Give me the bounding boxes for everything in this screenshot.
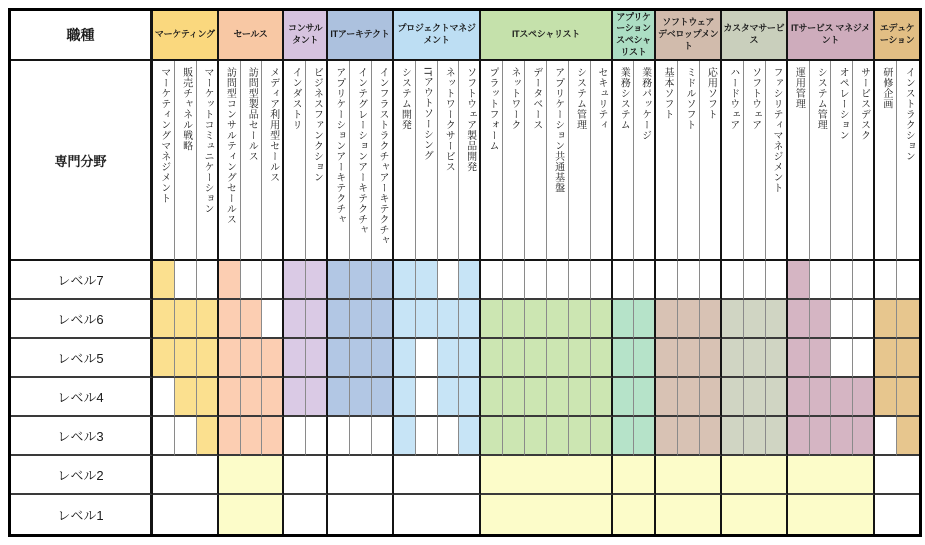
level-cell (262, 378, 284, 417)
level-cell (678, 417, 700, 456)
level-cell (219, 417, 241, 456)
level-cell (591, 300, 613, 339)
specialty-label: サービスデスク (858, 67, 870, 141)
specialty-label: システム管理 (815, 67, 827, 130)
level-label-6: レベル6 (11, 300, 153, 339)
level-cell (634, 261, 656, 300)
specialty-cell (875, 61, 897, 261)
level-cell (744, 339, 766, 378)
level-label-1: レベル1 (11, 495, 153, 534)
level-cell (722, 378, 744, 417)
level-cell (350, 261, 372, 300)
level-cell (634, 378, 656, 417)
level-cell (678, 300, 700, 339)
specialty-label: 基本ソフト (662, 67, 674, 120)
level-cell (875, 261, 897, 300)
level-cell (262, 261, 284, 300)
level-cell (569, 378, 591, 417)
group-header: ソフトウェア デベロップメント (656, 11, 722, 61)
level-cell (766, 339, 788, 378)
level-label-5: レベル5 (11, 339, 153, 378)
level-cell (175, 339, 197, 378)
specialty-cell (153, 61, 175, 261)
specialty-cell (459, 61, 481, 261)
level-cell (897, 261, 919, 300)
level-cell (700, 339, 722, 378)
level-cell (284, 378, 306, 417)
level-cell (853, 261, 875, 300)
level-cell (438, 300, 460, 339)
level-cell (219, 378, 241, 417)
level-cell (241, 261, 263, 300)
level-cell (810, 300, 832, 339)
level-cell (591, 417, 613, 456)
level-cell (766, 417, 788, 456)
level-cell (656, 417, 678, 456)
level-cell (897, 417, 919, 456)
level-cell (350, 417, 372, 456)
level-cell (175, 261, 197, 300)
level-cell (438, 417, 460, 456)
level-cell (284, 261, 306, 300)
level-cell (831, 261, 853, 300)
level-cell (328, 300, 350, 339)
specialty-label: オペレーション (837, 67, 849, 141)
entry-level-cell (394, 495, 482, 534)
level-cell (284, 339, 306, 378)
specialty-label: 業務パッケージ (639, 67, 651, 141)
specialty-cell (766, 61, 788, 261)
level-cell (241, 300, 263, 339)
level-cell (722, 417, 744, 456)
level-cell (678, 261, 700, 300)
specialty-label: インストラクション (903, 67, 915, 162)
level-cell (197, 378, 219, 417)
specialty-cell (219, 61, 241, 261)
level-cell (284, 417, 306, 456)
specialty-label: システム管理 (574, 67, 586, 130)
level-cell (831, 300, 853, 339)
specialty-cell (284, 61, 306, 261)
level-cell (591, 339, 613, 378)
level-cell (481, 339, 503, 378)
level-cell (241, 378, 263, 417)
level-cell (219, 261, 241, 300)
level-cell (547, 261, 569, 300)
level-cell (328, 417, 350, 456)
specialty-label: ネットワークサービス (443, 67, 455, 172)
specialty-label: 応用ソフト (705, 67, 717, 120)
level-cell (788, 261, 810, 300)
level-cell (634, 339, 656, 378)
level-cell (328, 378, 350, 417)
level-cell (284, 300, 306, 339)
level-cell (525, 378, 547, 417)
level-cell (481, 378, 503, 417)
entry-level-cell (394, 456, 482, 495)
specialty-cell (613, 61, 635, 261)
level-cell (153, 300, 175, 339)
level-cell (810, 339, 832, 378)
specialty-label: マーケティングマネジメント (158, 67, 170, 204)
specialty-cell (788, 61, 810, 261)
level-cell (722, 261, 744, 300)
level-cell (459, 339, 481, 378)
level-cell (722, 339, 744, 378)
level-cell (656, 300, 678, 339)
specialty-label: システム開発 (399, 67, 411, 130)
specialty-cell (416, 61, 438, 261)
specialty-label: ネットワーク (508, 67, 520, 130)
level-cell (700, 300, 722, 339)
specialty-cell (306, 61, 328, 261)
level-label-2: レベル2 (11, 456, 153, 495)
specialty-cell (503, 61, 525, 261)
level-cell (459, 300, 481, 339)
level-cell (241, 417, 263, 456)
specialty-label: 訪問型コンサルティングセールス (224, 67, 236, 225)
entry-level-cell (875, 456, 919, 495)
level-cell (569, 300, 591, 339)
level-cell (744, 261, 766, 300)
level-cell (788, 378, 810, 417)
level-label-3: レベル3 (11, 417, 153, 456)
entry-level-cell (481, 495, 612, 534)
level-cell (262, 300, 284, 339)
specialty-label: セキュリティ (595, 67, 607, 130)
specialty-cell (853, 61, 875, 261)
level-cell (416, 300, 438, 339)
level-cell (766, 378, 788, 417)
specialty-label: ビジネスファンクション (311, 67, 323, 183)
level-cell (328, 339, 350, 378)
level-cell (547, 378, 569, 417)
level-cell (394, 300, 416, 339)
specialty-label: インテグレーションアーキテクチャ (355, 67, 367, 235)
specialty-cell (328, 61, 350, 261)
entry-level-cell (219, 495, 285, 534)
level-cell (810, 378, 832, 417)
specialty-cell (547, 61, 569, 261)
level-cell (810, 261, 832, 300)
level-cell (503, 378, 525, 417)
level-cell (328, 261, 350, 300)
specialty-cell (591, 61, 613, 261)
level-cell (175, 300, 197, 339)
entry-level-cell (481, 456, 612, 495)
level-cell (591, 378, 613, 417)
level-cell (306, 300, 328, 339)
entry-level-cell (875, 495, 919, 534)
level-cell (569, 339, 591, 378)
level-cell (503, 300, 525, 339)
level-cell (197, 261, 219, 300)
level-cell (722, 300, 744, 339)
level-cell (656, 378, 678, 417)
level-cell (613, 261, 635, 300)
entry-level-cell (656, 495, 722, 534)
specialty-cell (897, 61, 919, 261)
specialty-label: ミドルソフト (683, 67, 695, 130)
specialty-cell (722, 61, 744, 261)
level-cell (744, 378, 766, 417)
specialty-label: アプリケーションアーキテクチャ (333, 67, 345, 225)
level-cell (788, 417, 810, 456)
specialty-cell (350, 61, 372, 261)
specialty-cell (372, 61, 394, 261)
level-cell (416, 378, 438, 417)
entry-level-cell (722, 456, 788, 495)
level-cell (744, 417, 766, 456)
level-cell (613, 300, 635, 339)
level-cell (634, 300, 656, 339)
level-cell (372, 339, 394, 378)
level-cell (350, 339, 372, 378)
level-cell (831, 417, 853, 456)
level-cell (766, 300, 788, 339)
level-cell (525, 300, 547, 339)
level-cell (481, 417, 503, 456)
specialty-cell (634, 61, 656, 261)
level-cell (503, 417, 525, 456)
level-cell (875, 339, 897, 378)
specialty-label: データベース (530, 67, 542, 130)
entry-level-cell (788, 456, 876, 495)
specialty-cell (700, 61, 722, 261)
career-framework-matrix (8, 8, 922, 537)
level-cell (875, 300, 897, 339)
specialty-cell (197, 61, 219, 261)
level-cell (613, 378, 635, 417)
entry-level-cell (613, 495, 657, 534)
level-cell (394, 417, 416, 456)
level-cell (306, 261, 328, 300)
level-cell (656, 339, 678, 378)
level-cell (372, 417, 394, 456)
level-cell (394, 339, 416, 378)
level-cell (438, 378, 460, 417)
group-header: プロジェクトマネジメント (394, 11, 482, 61)
specialty-cell (481, 61, 503, 261)
group-header: カスタマサービス (722, 11, 788, 61)
entry-level-cell (328, 456, 394, 495)
level-cell (197, 339, 219, 378)
entry-level-cell (656, 456, 722, 495)
level-cell (459, 261, 481, 300)
specialty-label: 販売チャネル戦略 (180, 67, 192, 151)
level-cell (700, 378, 722, 417)
level-cell (853, 378, 875, 417)
level-label-7: レベル7 (11, 261, 153, 300)
group-header: エデュケーション (875, 11, 919, 61)
level-cell (438, 339, 460, 378)
level-cell (394, 378, 416, 417)
specialty-label: 業務システム (618, 67, 630, 130)
level-cell (897, 339, 919, 378)
level-cell (197, 300, 219, 339)
level-cell (656, 261, 678, 300)
specialty-label: 研修企画 (880, 67, 892, 109)
entry-level-cell (613, 456, 657, 495)
group-header: コンサルタント (284, 11, 328, 61)
specialty-label: ソフトウェア (749, 67, 761, 130)
job-type-header: 職種 (11, 11, 153, 61)
level-cell (372, 378, 394, 417)
level-cell (700, 261, 722, 300)
level-cell (547, 339, 569, 378)
level-cell (153, 378, 175, 417)
level-cell (416, 417, 438, 456)
level-cell (459, 417, 481, 456)
level-cell (831, 339, 853, 378)
level-cell (503, 261, 525, 300)
level-cell (219, 339, 241, 378)
specialty-cell (810, 61, 832, 261)
level-cell (766, 261, 788, 300)
specialty-cell (525, 61, 547, 261)
level-cell (700, 417, 722, 456)
level-cell (219, 300, 241, 339)
level-cell (788, 339, 810, 378)
level-cell (197, 417, 219, 456)
level-cell (175, 417, 197, 456)
group-header: セールス (219, 11, 285, 61)
level-cell (547, 300, 569, 339)
level-cell (153, 261, 175, 300)
level-cell (897, 300, 919, 339)
level-cell (897, 378, 919, 417)
level-cell (525, 417, 547, 456)
level-cell (153, 339, 175, 378)
specialty-cell (569, 61, 591, 261)
specialty-cell (394, 61, 416, 261)
level-cell (438, 261, 460, 300)
specialty-cell (262, 61, 284, 261)
level-cell (613, 339, 635, 378)
level-cell (306, 378, 328, 417)
entry-level-cell (153, 495, 219, 534)
level-cell (591, 261, 613, 300)
specialty-label: インフラストラクチャアーキテクチャ (377, 67, 389, 246)
level-cell (569, 417, 591, 456)
specialty-cell (241, 61, 263, 261)
level-cell (459, 378, 481, 417)
level-cell (372, 261, 394, 300)
specialty-label: 訪問型製品セールス (246, 67, 258, 162)
group-header: アプリケーションスペシャリスト (613, 11, 657, 61)
level-cell (525, 339, 547, 378)
level-cell (678, 339, 700, 378)
entry-level-cell (219, 456, 285, 495)
level-cell (350, 300, 372, 339)
level-cell (153, 417, 175, 456)
level-cell (372, 300, 394, 339)
level-cell (831, 378, 853, 417)
specialty-label: プラットフォーム (486, 67, 498, 151)
level-cell (503, 339, 525, 378)
level-cell (853, 339, 875, 378)
entry-level-cell (788, 495, 876, 534)
level-cell (481, 300, 503, 339)
level-cell (788, 300, 810, 339)
level-cell (175, 378, 197, 417)
specialty-cell (678, 61, 700, 261)
specialty-label: マーケットコミュニケーション (201, 67, 213, 214)
group-header: ITスペシャリスト (481, 11, 612, 61)
level-cell (306, 417, 328, 456)
level-cell (547, 417, 569, 456)
level-cell (262, 339, 284, 378)
specialty-label: ソフトウェア製品開発 (464, 67, 476, 172)
specialty-label: アプリケーション共通基盤 (552, 67, 564, 193)
specialty-label: ファシリティマネジメント (770, 67, 782, 193)
level-cell (394, 261, 416, 300)
level-label-4: レベル4 (11, 378, 153, 417)
specialty-cell (744, 61, 766, 261)
entry-level-cell (284, 495, 328, 534)
level-cell (634, 417, 656, 456)
level-cell (350, 378, 372, 417)
level-cell (875, 417, 897, 456)
specialty-cell (656, 61, 678, 261)
group-header: ITアーキテクト (328, 11, 394, 61)
entry-level-cell (722, 495, 788, 534)
group-header: マーケティング (153, 11, 219, 61)
level-cell (525, 261, 547, 300)
specialty-label: インダストリ (290, 67, 301, 130)
level-cell (810, 417, 832, 456)
specialty-label: 運用管理 (793, 67, 805, 109)
specialty-cell (831, 61, 853, 261)
level-cell (306, 339, 328, 378)
level-cell (678, 378, 700, 417)
level-cell (853, 300, 875, 339)
specialty-cell (438, 61, 460, 261)
specialty-label: ハードウェア (727, 67, 739, 130)
level-cell (241, 339, 263, 378)
specialty-header: 専門分野 (11, 61, 153, 261)
group-header: ITサービス マネジメント (788, 11, 876, 61)
entry-level-cell (328, 495, 394, 534)
entry-level-cell (284, 456, 328, 495)
level-cell (481, 261, 503, 300)
entry-level-cell (153, 456, 219, 495)
level-cell (416, 339, 438, 378)
specialty-cell (175, 61, 197, 261)
level-cell (569, 261, 591, 300)
level-cell (853, 417, 875, 456)
level-cell (613, 417, 635, 456)
level-cell (262, 417, 284, 456)
level-cell (744, 300, 766, 339)
specialty-label: ITアウトソーシング (421, 67, 433, 161)
level-cell (875, 378, 897, 417)
level-cell (416, 261, 438, 300)
specialty-label: メディア利用型セールス (267, 67, 279, 183)
